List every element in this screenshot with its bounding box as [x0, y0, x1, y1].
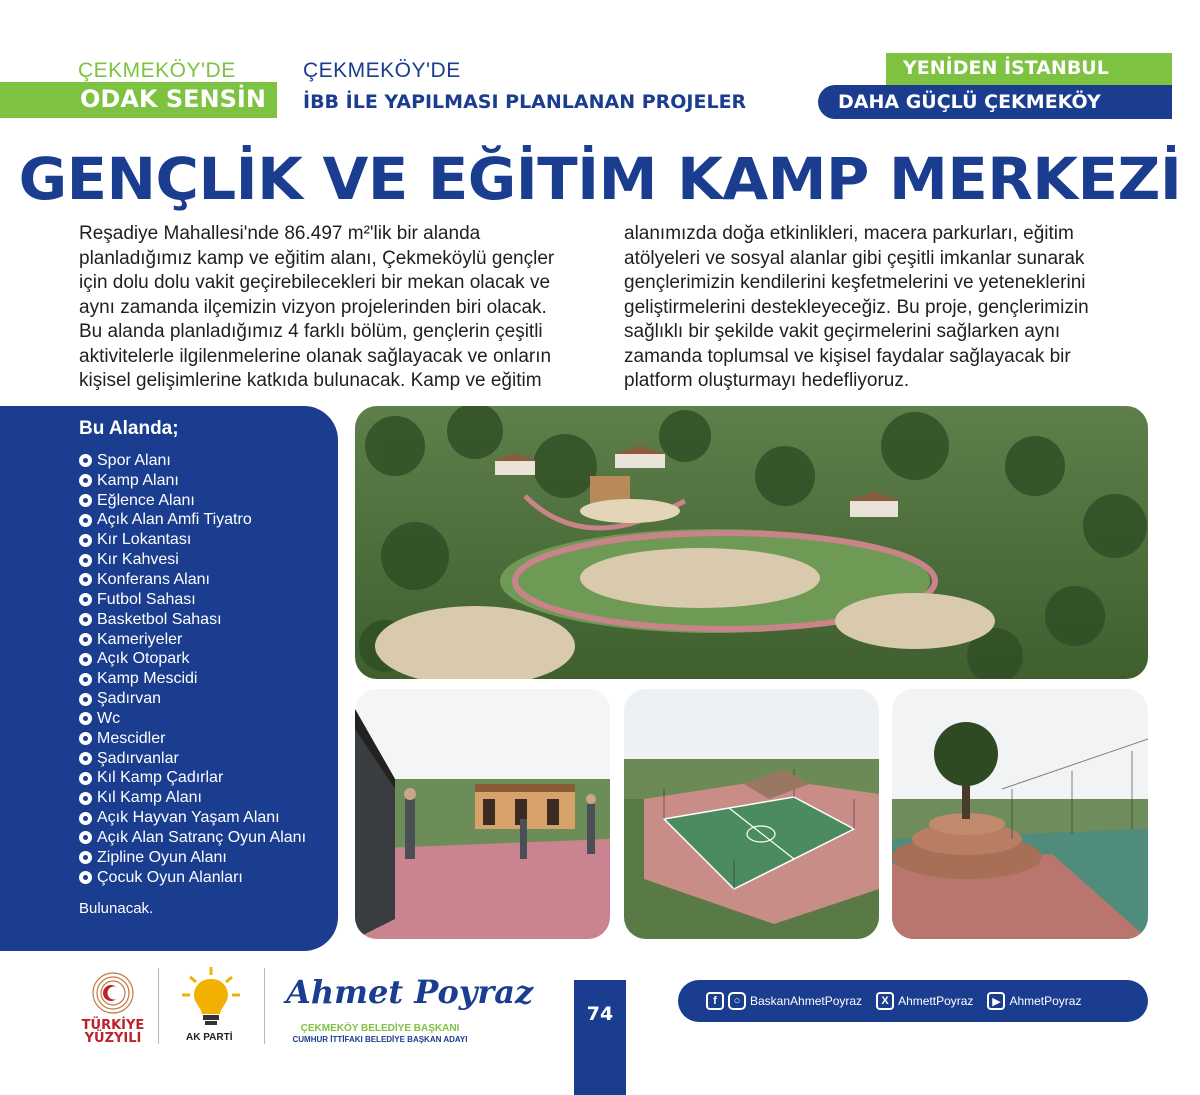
- list-item-label: Açık Alan Satranç Oyun Alanı: [97, 828, 307, 846]
- list-item-label: Çocuk Oyun Alanları: [97, 868, 243, 886]
- list-item-label: Mescidler: [97, 729, 166, 747]
- football-pitch-render: [624, 689, 879, 939]
- bullet-icon: [79, 554, 92, 567]
- list-item: [79, 808, 306, 828]
- intro-line: alanımızda doğa etkinlikleri, macera parkurları, eğitim: [624, 223, 1074, 244]
- intro-line: planladığımız kamp ve eğitim alanı, Çekmeköylü gençler: [79, 247, 555, 269]
- bullet-icon: [79, 454, 92, 467]
- list-item-label: Açık Otopark: [97, 650, 190, 668]
- page-title: GENÇLİK VE EĞİTİM KAMP MERKEZİ: [18, 145, 1182, 213]
- bullet-icon: [79, 812, 92, 825]
- bullet-icon: [79, 514, 92, 527]
- list-item-label: Açık Alan Amfi Tiyatro: [97, 511, 252, 529]
- camp-houses-render: [355, 689, 610, 939]
- list-item-label: Wc: [97, 709, 121, 727]
- sidebar-footer: Bulunacak.: [79, 900, 154, 917]
- turkiye-line1: TÜRKİYE: [81, 1018, 145, 1033]
- bullet-icon: [79, 772, 92, 785]
- list-item: [79, 530, 306, 550]
- bullet-icon: [79, 732, 92, 745]
- bullet-icon: [79, 673, 92, 686]
- feature-list: [79, 451, 306, 888]
- list-item: [79, 749, 306, 769]
- role-line2: CUMHUR İTTİFAKI BELEDİYE BAŞKAN ADAYI: [292, 1035, 468, 1044]
- list-item: [79, 828, 306, 848]
- list-item: [79, 788, 306, 808]
- bullet-icon: [79, 653, 92, 666]
- intro-line: atölyeleri ve sosyal alanlar gibi çeşitli imkanlar sunarak: [624, 247, 1085, 269]
- list-item-label: Futbol Sahası: [97, 590, 196, 608]
- list-item-label: Kır Lokantası: [97, 531, 192, 549]
- intro-line: Reşadiye Mahallesi'nde 86.497 m²'lik bir alanda: [79, 223, 481, 244]
- bullet-icon: [79, 693, 92, 706]
- list-item-label: Kameriyeler: [97, 630, 183, 648]
- facebook-instagram-handle[interactable]: BaskanAhmetPoyraz: [750, 994, 863, 1008]
- list-item: [79, 570, 306, 590]
- list-item: [79, 491, 306, 511]
- turkiye-yuzyili-logo: [86, 968, 140, 1018]
- facebook-icon[interactable]: f: [706, 992, 724, 1010]
- amphitheatre-render: [892, 689, 1148, 939]
- bullet-icon: [79, 831, 92, 844]
- list-item: [79, 769, 306, 789]
- intro-line: zamanda toplumsal ve kişisel faydalar sağlayacak bir: [624, 345, 1071, 367]
- list-item-label: Şadırvan: [97, 690, 162, 708]
- aerial-camp-render: [355, 406, 1148, 679]
- intro-line: sağlıklı bir şekilde vakit geçirmelerini sağlarken aynı: [624, 321, 1061, 342]
- intro-line: aynı zamanda ilçemizin vizyon projelerinden biri olacak.: [79, 296, 547, 318]
- list-item: [79, 590, 306, 610]
- list-item: [79, 669, 306, 689]
- x-icon[interactable]: X: [876, 992, 894, 1010]
- header-right-line1: YENİDEN İSTANBUL: [903, 57, 1109, 79]
- intro-right-column: [624, 222, 1164, 394]
- list-item: [79, 511, 306, 531]
- turkiye-yuzyili-text: [76, 1019, 150, 1045]
- bullet-icon: [79, 633, 92, 646]
- page-number-tab: [574, 980, 626, 1095]
- bullet-icon: [79, 494, 92, 507]
- header-mid-line1: ÇEKMEKÖY'DE: [303, 59, 461, 82]
- header-left-line1: ÇEKMEKÖY'DE: [78, 59, 236, 82]
- list-item-label: Kır Kahvesi: [97, 551, 179, 569]
- list-item-label: Basketbol Sahası: [97, 610, 222, 628]
- list-item-label: Kamp Mescidi: [97, 670, 198, 688]
- sidebar-title: Bu Alanda;: [79, 418, 179, 439]
- header-left-line2: ODAK SENSİN: [80, 85, 266, 113]
- youtube-icon[interactable]: ▶: [987, 992, 1005, 1010]
- bullet-icon: [79, 474, 92, 487]
- list-item: [79, 610, 306, 630]
- list-item: [79, 689, 306, 709]
- intro-line: aktivitelerle ilgilenmelerine olanak sağlayacak ve onların: [79, 345, 552, 367]
- list-item: [79, 649, 306, 669]
- list-item-label: Kamp Alanı: [97, 471, 179, 489]
- intro-line: için dolu dolu vakit geçirebilecekleri bir mekan olacak ve: [79, 272, 551, 293]
- turkiye-line2: YÜZYILI: [84, 1031, 142, 1046]
- list-item: [79, 729, 306, 749]
- intro-left-column: [79, 222, 599, 394]
- list-item-label: Kıl Kamp Alanı: [97, 789, 202, 807]
- list-item: [79, 630, 306, 650]
- header-right-line2: DAHA GÜÇLÜ ÇEKMEKÖY: [838, 91, 1101, 113]
- intro-line: gençlerimizin kendilerini keşfetmelerini ve yeteneklerini: [624, 272, 1086, 293]
- header-mid-line2: İBB İLE YAPILMASI PLANLANAN PROJELER: [303, 91, 747, 113]
- list-item-label: Zipline Oyun Alanı: [97, 848, 227, 866]
- bullet-icon: [79, 593, 92, 606]
- ak-parti-bulb-icon: [180, 965, 242, 1029]
- list-item: [79, 848, 306, 868]
- list-item-label: Konferans Alanı: [97, 570, 210, 588]
- list-item: [79, 550, 306, 570]
- list-item: [79, 868, 306, 888]
- ak-parti-text: AK PARTİ: [186, 1032, 233, 1043]
- divider: [158, 968, 159, 1044]
- list-item-label: Kıl Kamp Çadırlar: [97, 769, 224, 787]
- intro-line: geliştirmelerini destekleyeceğiz. Bu proje, gençlerimizin: [624, 296, 1089, 318]
- bullet-icon: [79, 851, 92, 864]
- bullet-icon: [79, 792, 92, 805]
- role-line1: ÇEKMEKÖY BELEDİYE BAŞKANI: [300, 1023, 460, 1034]
- list-item: [79, 451, 306, 471]
- bullet-icon: [79, 613, 92, 626]
- list-item: [79, 709, 306, 729]
- list-item: [79, 471, 306, 491]
- bullet-icon: [79, 573, 92, 586]
- divider: [264, 968, 265, 1044]
- intro-line: kişisel gelişimlerine katkıda bulunacak. Kamp ve eğitim: [79, 370, 542, 391]
- bullet-icon: [79, 752, 92, 765]
- bullet-icon: [79, 534, 92, 547]
- signature: Ahmet Poyraz: [286, 973, 534, 1011]
- instagram-icon[interactable]: ○: [728, 992, 746, 1010]
- social-media-bar: [678, 980, 1148, 1022]
- x-handle[interactable]: AhmettPoyraz: [898, 994, 974, 1008]
- page-number: 74: [586, 1003, 614, 1025]
- list-item-label: Spor Alanı: [97, 451, 171, 469]
- list-item-label: Şadırvanlar: [97, 749, 179, 767]
- list-item-label: Açık Hayvan Yaşam Alanı: [97, 809, 280, 827]
- intro-line: platform oluşturmayı hedefliyoruz.: [624, 370, 910, 391]
- bullet-icon: [79, 712, 92, 725]
- intro-line: Bu alanda planladığımız 4 farklı bölüm, gençlerin çeşitli: [79, 321, 543, 342]
- youtube-handle[interactable]: AhmetPoyraz: [1009, 994, 1082, 1008]
- bullet-icon: [79, 871, 92, 884]
- list-item-label: Eğlence Alanı: [97, 491, 195, 509]
